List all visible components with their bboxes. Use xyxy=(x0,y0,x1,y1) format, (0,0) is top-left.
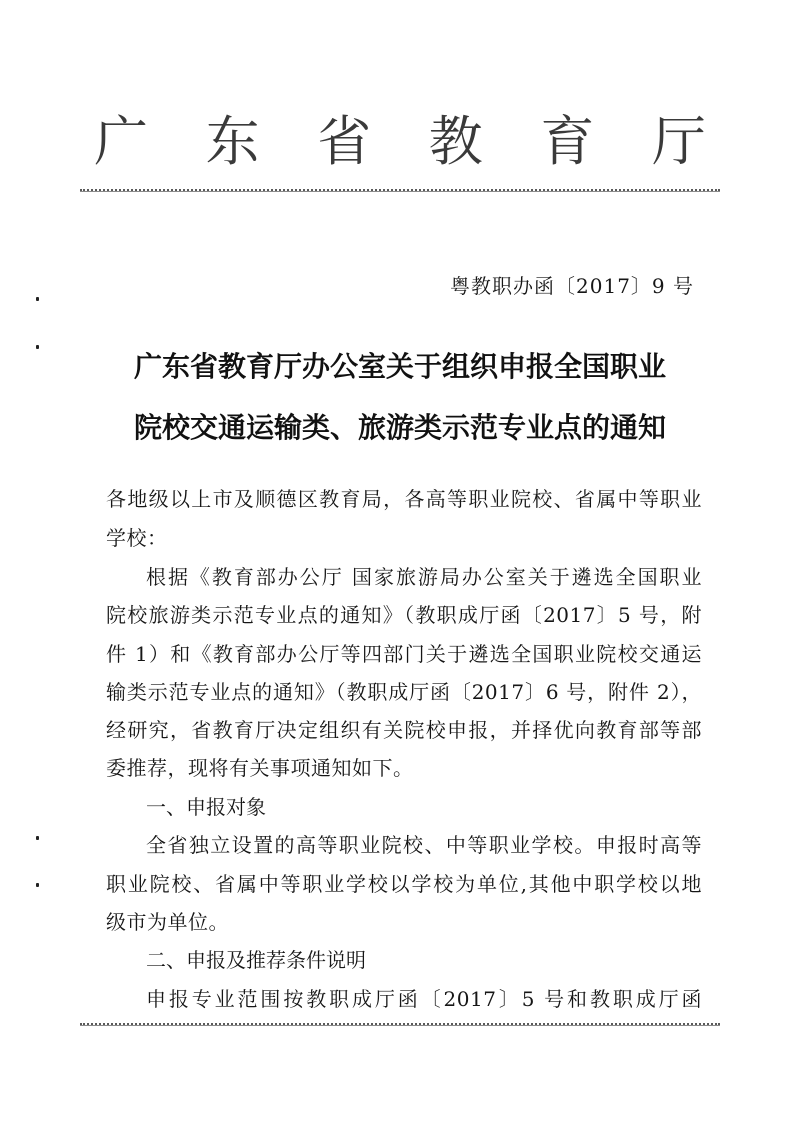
letterhead-char: 育 xyxy=(540,110,595,173)
paragraph-line: 根据《教育部办公厅 国家旅游局办公室关于遴选全国职业 xyxy=(146,565,702,589)
letterhead-title xyxy=(94,106,706,178)
paragraph-line: 申报专业范围按教职成厅函〔2017〕5 号和教职成厅函 xyxy=(146,987,702,1011)
header-divider xyxy=(80,189,720,192)
letterhead-char: 省 xyxy=(317,110,372,173)
scan-mark xyxy=(36,836,39,840)
letterhead-char: 东 xyxy=(205,110,260,173)
document-number: 粤教职办函〔2017〕9 号 xyxy=(450,274,694,298)
paragraph-line: 经研究，省教育厅决定组织有关院校申报，并择优向教育部等部 xyxy=(106,718,702,742)
paragraph-line: 委推荐，现将有关事项通知如下。 xyxy=(106,756,414,780)
letterhead-char: 厅 xyxy=(651,110,706,173)
paragraph-line: 件 1）和《教育部办公厅等四部门关于遴选全国职业院校交通运 xyxy=(106,642,702,666)
paragraph-line: 全省独立设置的高等职业院校、中等职业学校。申报时高等 xyxy=(146,833,702,857)
addressee-line: 各地级以上市及顺德区教育局，各高等职业院校、省属中等职业 xyxy=(106,487,702,511)
document-title-line: 院校交通运输类、旅游类示范专业点的通知 xyxy=(133,411,666,444)
scan-mark xyxy=(36,297,39,301)
footer-divider xyxy=(80,1023,720,1026)
addressee-line: 学校： xyxy=(106,526,168,550)
paragraph-line: 职业院校、省属中等职业学校以学校为单位,其他中职学校以地 xyxy=(106,872,702,896)
section-heading: 二、申报及推荐条件说明 xyxy=(146,948,366,972)
document-title-line: 广东省教育厅办公室关于组织申报全国职业 xyxy=(133,350,666,383)
paragraph-line: 院校旅游类示范专业点的通知》（教职成厅函〔2017〕5 号，附 xyxy=(106,603,702,627)
paragraph-line: 输类示范专业点的通知》（教职成厅函〔2017〕6 号，附件 2）， xyxy=(106,680,702,704)
letterhead-char: 广 xyxy=(94,110,148,173)
section-heading: 一、申报对象 xyxy=(146,795,266,819)
paragraph-line: 级市为单位。 xyxy=(106,910,229,934)
scan-mark xyxy=(36,883,39,887)
scan-mark xyxy=(36,345,39,349)
letterhead-char: 教 xyxy=(428,110,483,173)
